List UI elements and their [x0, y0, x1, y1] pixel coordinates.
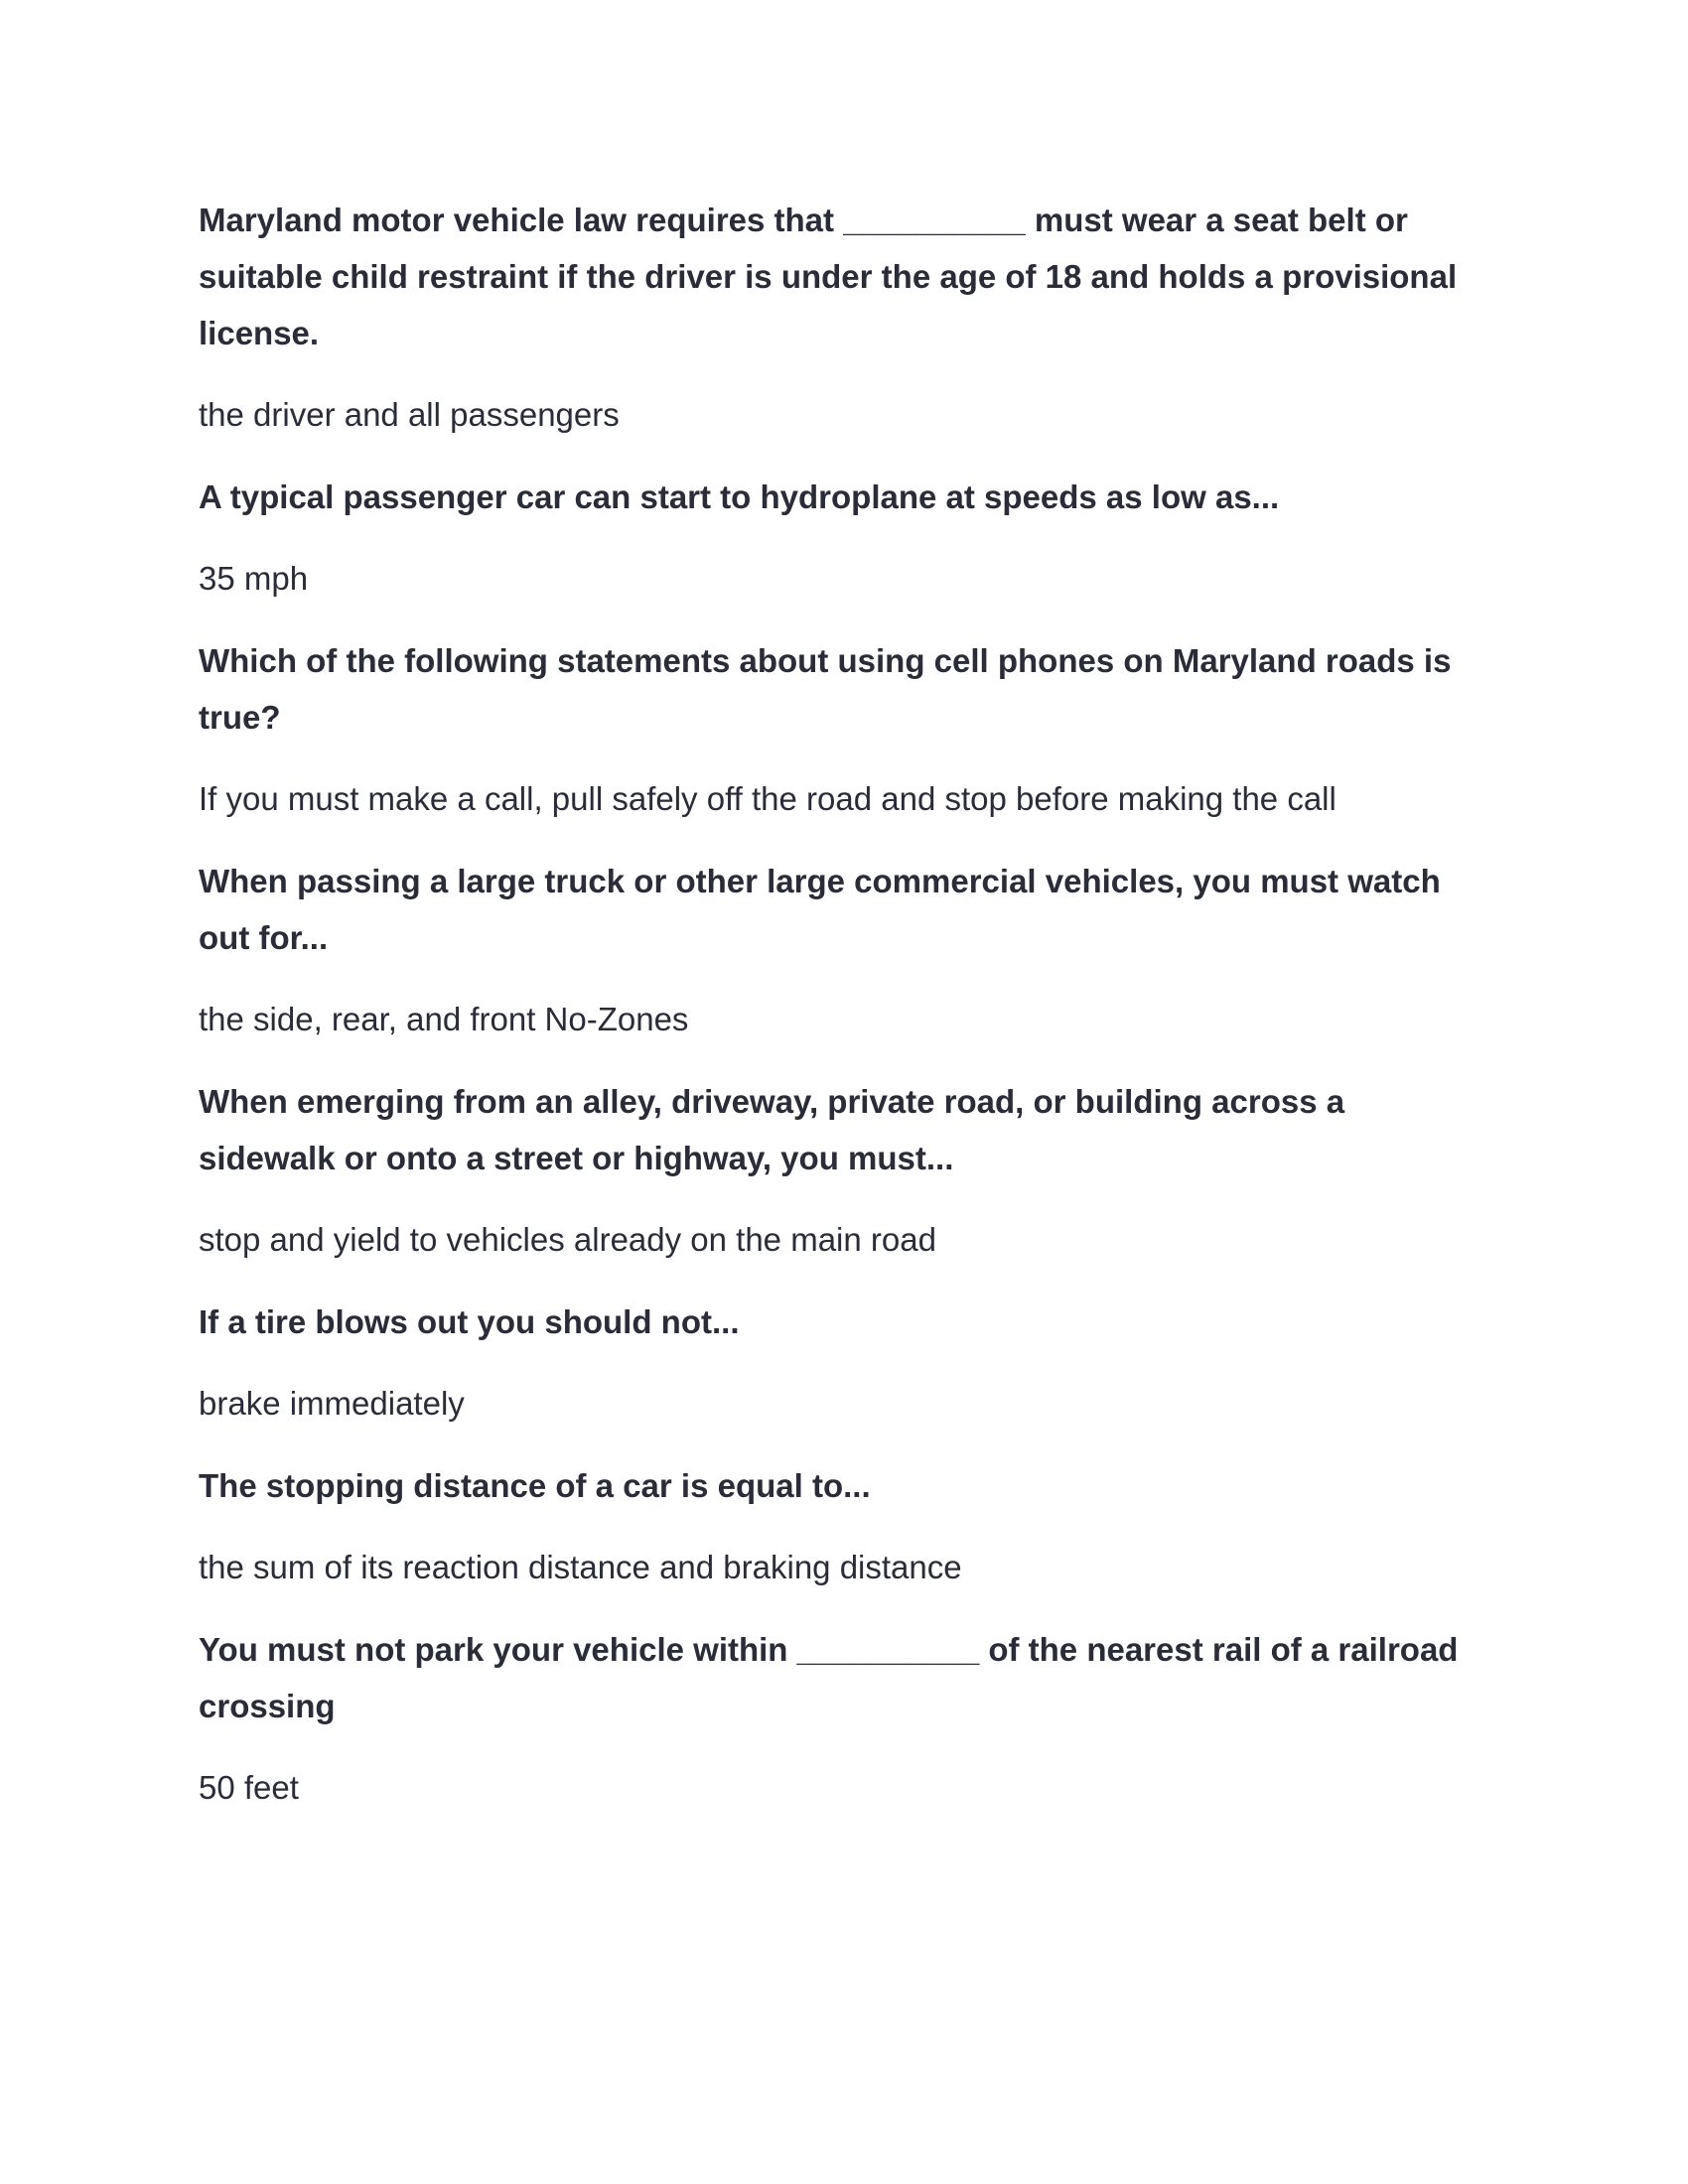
answer-text: the sum of its reaction distance and braking distance	[199, 1549, 962, 1585]
question-text: When emerging from an alley, driveway, private road, or building across a sidewalk or onto a street or highway, you must...	[199, 1083, 1345, 1176]
answer-text: If you must make a call, pull safely off the road and stop before making the call	[199, 780, 1336, 817]
answer-text: 50 feet	[199, 1769, 299, 1806]
question-text: You must not park your vehicle within __________ of the nearest rail of a railroad crossing	[199, 1631, 1459, 1724]
answer-text: the side, rear, and front No-Zones	[199, 1001, 689, 1037]
flashcard	[199, 1621, 1489, 1808]
flashcard	[199, 192, 1489, 435]
question-text: Which of the following statements about using cell phones on Maryland roads is true?	[199, 642, 1452, 736]
flashcard	[199, 1457, 1489, 1587]
flashcard	[199, 853, 1489, 1039]
answer-text: 35 mph	[199, 560, 309, 597]
question-text: Maryland motor vehicle law requires that __________ must wear a seat belt or suitable child restraint if the driver is under the age of 18 and holds a provisional license.	[199, 202, 1458, 351]
question-text: If a tire blows out you should not...	[199, 1303, 740, 1340]
question-text: A typical passenger car can start to hydroplane at speeds as low as...	[199, 478, 1280, 515]
question-text: When passing a large truck or other large commercial vehicles, you must watch out for...	[199, 863, 1441, 956]
flashcard	[199, 1073, 1489, 1260]
flashcard	[199, 632, 1489, 819]
document-page	[199, 192, 1489, 1842]
answer-text: brake immediately	[199, 1385, 465, 1422]
answer-text: stop and yield to vehicles already on the main road	[199, 1221, 936, 1258]
answer-text: the driver and all passengers	[199, 396, 620, 433]
flashcard	[199, 1294, 1489, 1424]
question-text: The stopping distance of a car is equal to...	[199, 1467, 871, 1504]
flashcard	[199, 469, 1489, 599]
